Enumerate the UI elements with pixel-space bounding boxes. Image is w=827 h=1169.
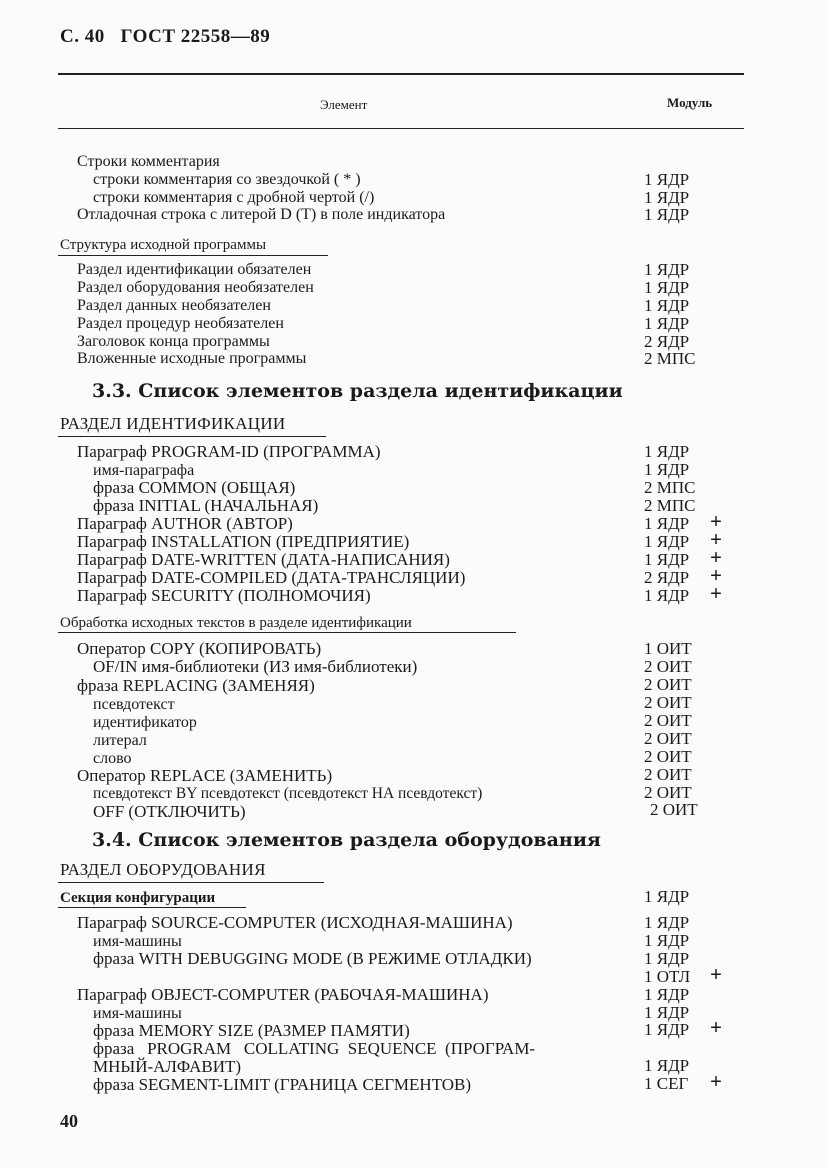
header-rule <box>58 128 744 129</box>
section-underline <box>58 907 246 908</box>
page-number: 40 <box>60 1111 78 1131</box>
module-cell-value: 2 ЯДР <box>644 568 690 587</box>
column-header-module: Модуль <box>667 95 713 110</box>
table-row-text: псевдотекст <box>93 696 175 713</box>
table-row-text: фраза PROGRAM COLLATING SEQUENCE (ПРОГРАМ- <box>93 1039 536 1058</box>
extension-plus: + <box>710 545 722 569</box>
table-row-text: фраза WITH DEBUGGING MODE (В РЕЖИМЕ ОТЛАДКИ) <box>93 949 532 968</box>
module-cell: 1 ЯДР <box>644 949 690 968</box>
table-row-text: идентификатор <box>93 714 197 731</box>
module-cell: 2 ОИТ <box>650 800 698 819</box>
section-title-3-4: 3.4. Список элементов раздела оборудования <box>92 829 601 851</box>
module-cell: 1 ЯДР <box>644 170 690 189</box>
table-row-text: литерал <box>93 732 147 749</box>
table-row-text: Раздел данных необязателен <box>77 297 271 314</box>
module-cell <box>644 581 739 605</box>
table-row-text: Параграф INSTALLATION (ПРЕДПРИЯТИЕ) <box>77 532 410 551</box>
table-row-text: фраза COMMON (ОБЩАЯ) <box>93 478 296 497</box>
table-row-text: Строки комментария <box>77 153 220 170</box>
table-row-text: Раздел идентификации обязателен <box>77 261 312 278</box>
table-row-text: Параграф OBJECT-COMPUTER (РАБОЧАЯ-МАШИНА) <box>77 985 489 1004</box>
division-heading: РАЗДЕЛ ОБОРУДОВАНИЯ <box>60 860 266 879</box>
module-cell: 1 ЯДР <box>644 1056 690 1075</box>
table-row-text: строки комментария со звездочкой ( * ) <box>93 171 361 188</box>
table-row-text: Параграф PROGRAM-ID (ПРОГРАММА) <box>77 442 381 461</box>
module-cell: 1 ЯДР <box>644 1003 690 1022</box>
module-cell <box>644 1069 739 1093</box>
module-cell: 2 МПС <box>644 349 696 368</box>
module-cell-value: 1 ЯДР <box>644 532 690 551</box>
module-cell: 2 ОИТ <box>644 711 692 730</box>
module-cell <box>644 962 739 986</box>
module-cell: 2 МПС <box>644 496 696 515</box>
extension-plus: + <box>710 563 722 587</box>
module-cell: 2 ОИТ <box>644 765 692 784</box>
module-cell-value: 1 ЯДР <box>644 550 690 569</box>
table-row-text: имя-параграфа <box>93 462 195 479</box>
table-row-text: OFF (ОТКЛЮЧИТЬ) <box>93 802 246 821</box>
extension-plus: + <box>710 1015 722 1039</box>
module-cell <box>644 1015 739 1039</box>
module-cell: 2 ОИТ <box>644 783 692 802</box>
extension-plus: + <box>710 509 722 533</box>
module-cell: 1 ЯДР <box>644 913 690 932</box>
top-rule <box>58 73 744 75</box>
section-heading-bold: Секция конфигурации <box>60 890 216 906</box>
module-cell: 1 ЯДР <box>644 460 690 479</box>
extension-plus: + <box>710 962 722 986</box>
module-cell <box>644 527 739 551</box>
module-cell: 1 ЯДР <box>644 260 690 279</box>
module-cell: 1 ЯДР <box>644 442 690 461</box>
table-row-text: фраза MEMORY SIZE (РАЗМЕР ПАМЯТИ) <box>93 1021 410 1040</box>
section-heading: Структура исходной программы <box>60 237 267 253</box>
module-cell: 2 ОИТ <box>644 729 692 748</box>
column-header-element: Элемент <box>320 97 368 112</box>
module-cell: 2 ОИТ <box>644 747 692 766</box>
table-row-text: имя-машины <box>93 933 182 950</box>
module-cell: 1 ЯДР <box>644 278 690 297</box>
table-row-text: Оператор REPLACE (ЗАМЕНИТЬ) <box>77 766 333 785</box>
module-cell: 2 ОИТ <box>644 693 692 712</box>
table-row-text: Заголовок конца программы <box>77 333 270 350</box>
section-title-3-3: 3.3. Список элементов раздела идентификации <box>92 380 623 402</box>
table-row-text: Оператор COPY (КОПИРОВАТЬ) <box>77 639 322 658</box>
section-underline <box>58 255 328 256</box>
table-row-text: имя-машины <box>93 1005 182 1022</box>
table-row-text: слово <box>93 750 132 767</box>
module-cell: 2 ЯДР <box>644 332 690 351</box>
module-cell-value: 1 СЕГ <box>644 1074 689 1093</box>
table-row-text: псевдотекст BY псевдотекст (псевдотекст НА псевдотекст) <box>93 785 483 802</box>
table-row-text: фраза INITIAL (НАЧАЛЬНАЯ) <box>93 496 319 515</box>
table-row-text: Раздел оборудования необязателен <box>77 279 314 296</box>
module-cell: 2 ОИТ <box>644 657 692 676</box>
module-cell: 1 ЯДР <box>644 985 690 1004</box>
division-underline <box>58 436 326 437</box>
module-cell <box>644 563 739 587</box>
page-header: С. 40 ГОСТ 22558—89 <box>60 26 271 47</box>
table-row-text: фраза REPLACING (ЗАМЕНЯЯ) <box>77 676 315 695</box>
module-cell: 2 МПС <box>644 478 696 497</box>
module-cell-value: 1 ЯДР <box>644 1020 690 1039</box>
module-cell: 1 ЯДР <box>644 205 690 224</box>
section-heading: Обработка исходных текстов в разделе идентификации <box>60 615 412 631</box>
extension-plus: + <box>710 1069 722 1093</box>
table-row-text: Раздел процедур необязателен <box>77 315 284 332</box>
module-cell-value: 1 ОТЛ <box>644 967 691 986</box>
division-underline <box>58 882 324 883</box>
module-cell-value: 1 ЯДР <box>644 514 690 533</box>
module-cell <box>644 509 739 533</box>
table-row-text: Параграф DATE-WRITTEN (ДАТА-НАПИСАНИЯ) <box>77 550 450 569</box>
module-cell: 1 ЯДР <box>644 931 690 950</box>
division-heading: РАЗДЕЛ ИДЕНТИФИКАЦИИ <box>60 414 286 433</box>
section-heading <box>60 889 215 907</box>
extension-plus: + <box>710 581 722 605</box>
module-cell: 1 ОИТ <box>644 639 692 658</box>
module-cell <box>644 545 739 569</box>
table-row-text: фраза SEGMENT-LIMIT (ГРАНИЦА СЕГМЕНТОВ) <box>93 1075 472 1094</box>
module-cell: 1 ЯДР <box>644 188 690 207</box>
section-underline <box>58 632 516 633</box>
table-row-text: Параграф DATE-COMPILED (ДАТА-ТРАНСЛЯЦИИ) <box>77 568 466 587</box>
table-row-text: Параграф SECURITY (ПОЛНОМОЧИЯ) <box>77 586 371 605</box>
table-row-text: OF/IN имя-библиотеки (ИЗ имя-библиотеки) <box>93 657 418 676</box>
table-row-text: Вложенные исходные программы <box>77 350 307 367</box>
table-row-text: МНЫЙ-АЛФАВИТ) <box>93 1057 242 1076</box>
module-cell: 2 ОИТ <box>644 675 692 694</box>
extension-plus: + <box>710 527 722 551</box>
module-cell: 1 ЯДР <box>644 296 690 315</box>
table-row-text: строки комментария с дробной чертой (/) <box>93 189 375 206</box>
table-row-text: Отладочная строка с литерой D (Т) в поле индикатора <box>77 206 446 223</box>
table-row-text: Параграф AUTHOR (АВТОР) <box>77 514 293 533</box>
module-cell-value: 1 ЯДР <box>644 586 690 605</box>
module-cell: 1 ЯДР <box>644 887 690 906</box>
module-cell: 1 ЯДР <box>644 314 690 333</box>
table-row-text: Параграф SOURCE-COMPUTER (ИСХОДНАЯ-МАШИНА) <box>77 913 513 932</box>
